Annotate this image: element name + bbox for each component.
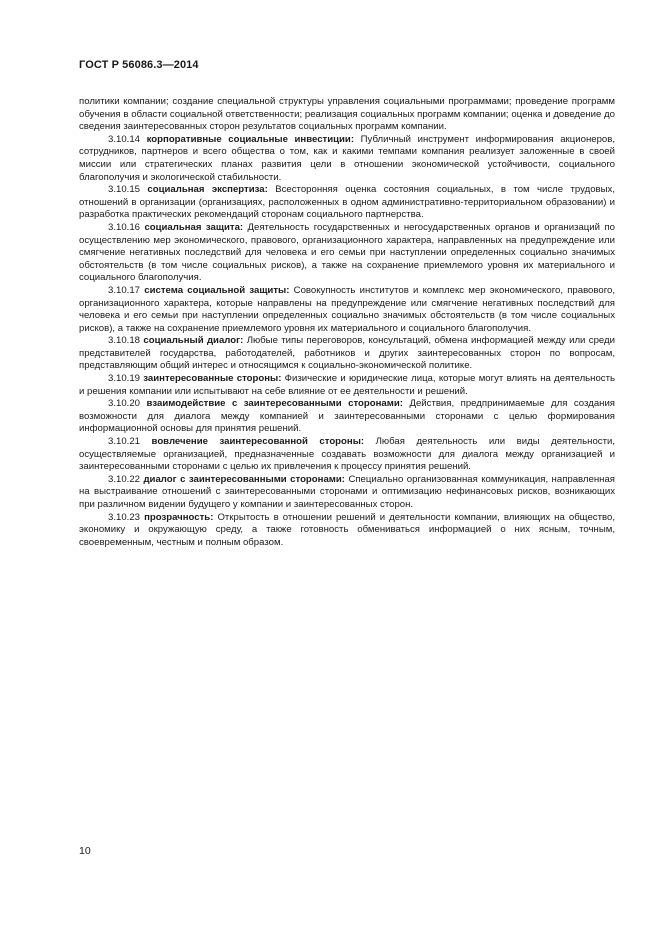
entry-term: прозрачность: [144,511,214,523]
entry-number: 3.10.20 [108,398,141,410]
page-number: 10 [79,845,91,857]
entry-number: 3.10.18 [108,335,141,347]
intro-paragraph: политики компании; создание специальной структуры управления социальными программами; проведение программ обучения в области социальной ответственности; реализация социальных программ компании; оценка и доведение до сведения заинтересованных сторон результатов социальных программ компании. [79,96,615,133]
definition-entry [79,134,615,184]
entry-text: Деятельность государственных и негосударственных органов и организаций по осуществлению мер экономического, правового, организационного характера, направленных на предупреждение или смягчение негативных последствий для человека и его семьи при наступлении определенных социально значимых обстоятельств (в том числе социальных рисков), а также на сохранение приемлемого уровня их материального и социального благополучия. [79,221,615,284]
document-body [79,96,615,549]
entry-text: Любые типы переговоров, консультаций, обмена информацией между или среди представителей государства, работодателей, работников и других заинтересованных сторон по вопросам, представляющим общий интерес и относящимся к социально-экономической политике. [79,335,615,372]
definition-entry [79,474,615,512]
definition-entry [79,184,615,222]
entry-text: Всесторонняя оценка состояния социальных, в том числе трудовых, отношений в организации (организациях, расположенных в одном административно-территориальном образовании) и разработка практических рекомендаций сторонам социального партнерства. [79,184,615,221]
entry-term: диалог с заинтересованными сторонами: [143,473,345,485]
entry-term: социальная экспертиза: [147,184,268,196]
entry-text: Открытость в отношении решений и деятельности компании, влияющих на общество, экономику и окружающую среду, а также готовность обмениваться информацией о них ясным, точным, своевременным, честным и полным образом. [79,511,615,548]
entry-number: 3.10.14 [108,133,141,145]
entry-text: Действия, предпринимаемые для создания возможности для диалога между компанией и заинтересованными сторонами с целью формирования информационной основы для принятия решений. [79,398,616,435]
definition-entry [79,335,615,373]
entry-number: 3.10.15 [108,184,141,196]
entry-text: Специально организованная коммуникация, направленная на выстраивание отношений с заинтересованными сторонами и оптимизацию нефинансовых рисков, возникающих при различном видении будущего у компании и заинтересованных сторон. [79,473,615,510]
entry-term: заинтересованные стороны: [143,373,282,385]
entry-text: Любая деятельность или виды деятельности, осуществляемые организацией, предназначенные создавать возможности для диалога между организацией и заинтересованными сторонами с целью их привлечения к процессу принятия решений. [79,436,616,473]
entry-text: Физические и юридические лица, которые могут влиять на деятельность и решения компании или испытывают на себе влияние от ее деятельности и решений. [79,373,615,397]
entry-term: взаимодействие с заинтересованными сторонами: [146,398,403,410]
entry-term: вовлечение заинтересованной стороны: [151,436,365,448]
definition-entry [79,398,615,436]
definition-entry [79,373,615,398]
entry-number: 3.10.17 [108,284,141,296]
entry-number: 3.10.21 [108,436,141,448]
entry-text: Совокупность институтов и комплекс мер экономического, правового, организационного характера, которые направлены на предупреждение или смягчение негативных последствий для человека и его семьи при наступлении определенных социально значимых обстоятельств (в том числе социальных рисков), а также на сохранение приемлемого уровня их материального и социального благополучия. [79,284,616,334]
entry-term: система социальной защиты: [144,284,290,296]
entry-text: Публичный инструмент информирования акционеров, сотрудников, партнеров и всего общества о том, как и какими темпами компания реализует заложенные в своей миссии или стратегических планах развития цели в отношении экономической устойчивости, социального благополучия и экологической стабильности. [79,133,616,183]
entry-number: 3.10.16 [108,221,141,233]
entry-term: социальная защита: [144,221,244,233]
definition-entry [79,222,615,285]
definition-entry [79,436,615,474]
entry-term: корпоративные социальные инвестиции: [146,133,355,145]
definition-entry [79,512,615,550]
entry-number: 3.10.19 [108,373,141,385]
entry-number: 3.10.23 [108,511,141,523]
definition-entry [79,285,615,335]
page-header: ГОСТ Р 56086.3—2014 [79,59,199,71]
entry-term: социальный диалог: [143,335,244,347]
entry-number: 3.10.22 [108,473,141,485]
